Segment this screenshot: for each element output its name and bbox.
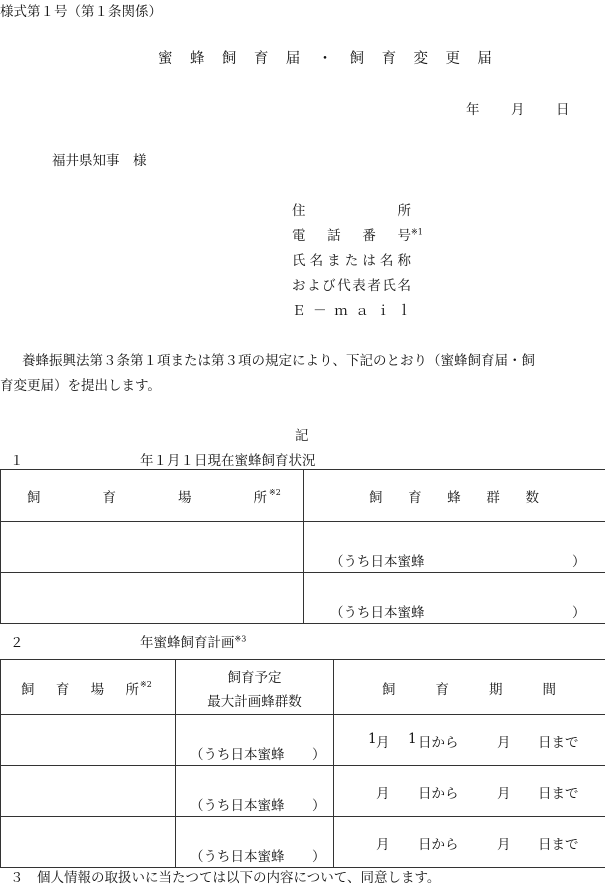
location-input-cell[interactable]	[1, 715, 176, 766]
location-input-cell[interactable]	[1, 766, 176, 817]
section1-table	[0, 469, 605, 624]
section2-title: 年蜜蜂飼育計画$^{※3}$	[140, 631, 246, 651]
title-char: 届	[477, 47, 492, 68]
planned-colonies-cell[interactable]	[176, 715, 334, 766]
title-char: 育	[382, 47, 397, 68]
header-cell-period: 飼 育 期 間	[334, 660, 605, 715]
location-input-cell[interactable]	[1, 522, 304, 573]
table-row	[1, 715, 605, 766]
document-title	[158, 47, 492, 68]
section2-table	[0, 659, 605, 868]
start-month-label: 月	[376, 731, 390, 751]
title-char: 育	[254, 47, 269, 68]
japanese-bee-label: （うち日本蜜蜂	[330, 601, 425, 621]
ki-heading: 記	[295, 424, 309, 444]
title-char: 飼	[350, 47, 365, 68]
table-header-row	[1, 660, 605, 715]
until-label: 日まで	[538, 782, 579, 802]
date-month-label: 月	[511, 98, 525, 118]
close-paren: ）	[572, 601, 586, 621]
colony-count-cell[interactable]	[304, 573, 605, 624]
period-cell[interactable]	[334, 817, 605, 868]
address-label: 住 所	[292, 199, 411, 219]
name-label-line2: お よ び 代 表 者 氏 名	[292, 274, 411, 294]
start-day-value: 1	[408, 731, 417, 747]
location-input-cell[interactable]	[1, 817, 176, 868]
close-paren: ）	[312, 743, 326, 763]
from-label: 日から	[418, 782, 459, 802]
from-label: 日から	[418, 833, 459, 853]
phone-label: 電 話 番 号 $^{※1}$	[292, 224, 427, 244]
header-cell-location: 飼 育 場 所 ※2	[1, 470, 304, 522]
close-paren: ）	[312, 845, 326, 865]
title-char: 飼	[222, 47, 237, 68]
japanese-bee-label: （うち日本蜜蜂	[190, 794, 285, 814]
end-month-label: 月	[497, 731, 511, 751]
title-char: 蜜	[158, 47, 173, 68]
table-header-row	[1, 470, 605, 522]
japanese-bee-label: （うち日本蜜蜂	[190, 845, 285, 865]
date-year-label: 年	[466, 98, 480, 118]
japanese-bee-label: （うち日本蜜蜂	[190, 743, 285, 763]
end-month-label: 月	[497, 833, 511, 853]
start-month-value: 1	[368, 731, 377, 747]
body-text-line1: 養蜂振興法第３条第１項または第３項の規定により、下記のとおり（蜜蜂飼育届・飼	[22, 349, 535, 369]
section3-text: ３ 個人情報の取扱いに当たつては以下の内容について、同意します。	[10, 866, 440, 886]
until-label: 日まで	[538, 731, 579, 751]
japanese-bee-label: （うち日本蜜蜂	[330, 550, 425, 570]
name-label-line1: 氏 名 ま た は 名 称	[292, 249, 411, 269]
from-label: 日から	[418, 731, 459, 751]
section2-number: ２	[10, 631, 24, 651]
location-note: ※2	[140, 681, 152, 689]
table-row	[1, 573, 605, 624]
title-char: 届	[286, 47, 301, 68]
table-row	[1, 522, 605, 573]
colony-count-cell[interactable]	[304, 522, 605, 573]
start-month-label: 月	[376, 833, 390, 853]
table-row	[1, 817, 605, 868]
start-month-label: 月	[376, 782, 390, 802]
form-number: 様式第１号（第１条関係）	[0, 0, 162, 20]
header-cell-location: 飼 育 場 所 ※2	[1, 660, 176, 715]
title-char: 更	[445, 47, 460, 68]
phone-note: ※1	[411, 228, 423, 237]
section1-title: 年１月１日現在蜜蜂飼育状況	[140, 449, 316, 469]
title-char: 変	[414, 47, 429, 68]
body-text-line2: 育変更届）を提出します。	[0, 374, 161, 394]
period-cell[interactable]	[334, 715, 605, 766]
title-char: ・	[318, 47, 333, 68]
header-cell-colony-count: 飼 育 蜂 群 数	[304, 470, 605, 522]
title-char: 蜂	[190, 47, 205, 68]
table-row	[1, 766, 605, 817]
section1-number: １	[10, 449, 24, 469]
header-cell-planned-colonies: 飼育予定 最大計画蜂群数	[176, 660, 334, 715]
date-day-label: 日	[556, 98, 570, 118]
location-input-cell[interactable]	[1, 573, 304, 624]
planned-colonies-cell[interactable]	[176, 817, 334, 868]
until-label: 日まで	[538, 833, 579, 853]
close-paren: ）	[572, 550, 586, 570]
period-cell[interactable]	[334, 766, 605, 817]
addressee: 福井県知事 様	[52, 149, 147, 169]
close-paren: ）	[312, 794, 326, 814]
section2-note: ※3	[235, 635, 247, 644]
end-month-label: 月	[497, 782, 511, 802]
location-note: ※2	[269, 489, 281, 497]
planned-colonies-cell[interactable]	[176, 766, 334, 817]
email-label: Ｅ － ｍ ａ ｉ ｌ	[292, 299, 411, 319]
